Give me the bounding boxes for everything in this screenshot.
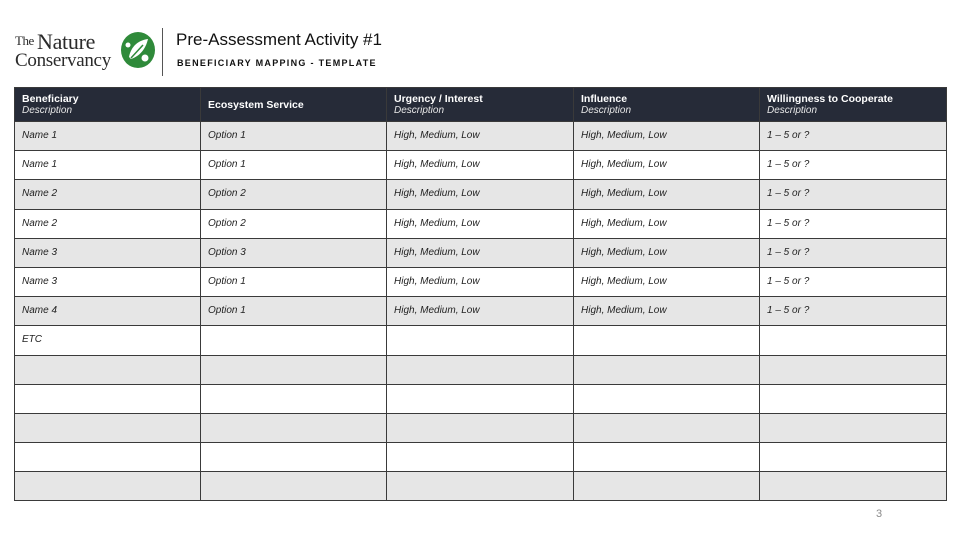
table-cell[interactable]: High, Medium, Low (574, 267, 760, 296)
table-cell[interactable]: 1 – 5 or ? (760, 180, 947, 209)
table-cell[interactable] (760, 326, 947, 355)
tnc-logo (14, 30, 160, 74)
table-cell[interactable] (15, 472, 201, 501)
table-cell[interactable]: Name 1 (15, 122, 201, 151)
table-row (15, 238, 947, 267)
col-header-label: Ecosystem Service (208, 98, 304, 111)
table-cell[interactable]: Name 2 (15, 209, 201, 238)
table-cell[interactable]: High, Medium, Low (387, 209, 574, 238)
col-header-sub: Description (22, 104, 73, 116)
table-cell[interactable]: 1 – 5 or ? (760, 267, 947, 296)
table-cell[interactable] (387, 326, 574, 355)
table-cell[interactable]: 1 – 5 or ? (760, 297, 947, 326)
table-cell[interactable] (201, 472, 387, 501)
table-header-row (15, 88, 947, 122)
table-cell[interactable]: High, Medium, Low (574, 209, 760, 238)
table-cell[interactable]: Name 3 (15, 238, 201, 267)
table-row (15, 443, 947, 472)
table-cell[interactable]: High, Medium, Low (574, 297, 760, 326)
table-row (15, 267, 947, 296)
table-cell[interactable] (201, 413, 387, 442)
table-cell[interactable] (760, 413, 947, 442)
col-header-sub: Description (581, 104, 632, 116)
table-row (15, 180, 947, 209)
table-cell[interactable]: Option 2 (201, 209, 387, 238)
table-cell[interactable] (574, 443, 760, 472)
table-cell[interactable]: ETC (15, 326, 201, 355)
table-cell[interactable] (387, 472, 574, 501)
col-header-urgency (387, 88, 574, 122)
table-row (15, 151, 947, 180)
table-cell[interactable] (760, 355, 947, 384)
table-cell[interactable]: High, Medium, Low (387, 151, 574, 180)
table-cell[interactable] (760, 472, 947, 501)
table-cell[interactable] (201, 355, 387, 384)
table-cell[interactable]: 1 – 5 or ? (760, 238, 947, 267)
table-cell[interactable]: High, Medium, Low (387, 267, 574, 296)
table-cell[interactable] (387, 384, 574, 413)
table-row (15, 209, 947, 238)
col-header-beneficiary (15, 88, 201, 122)
col-header-label: Willingness to Cooperate (767, 92, 893, 105)
table-cell[interactable] (15, 355, 201, 384)
table-cell[interactable]: High, Medium, Low (574, 180, 760, 209)
table-row (15, 413, 947, 442)
table-row (15, 297, 947, 326)
table-cell[interactable]: 1 – 5 or ? (760, 209, 947, 238)
col-header-influence (574, 88, 760, 122)
table-cell[interactable]: High, Medium, Low (574, 122, 760, 151)
leaf-icon (118, 30, 158, 70)
table-cell[interactable] (15, 384, 201, 413)
header-divider (162, 28, 163, 76)
logo-conservancy: Conservancy (15, 50, 111, 71)
table-cell[interactable]: 1 – 5 or ? (760, 122, 947, 151)
table-cell[interactable] (574, 384, 760, 413)
table-cell[interactable]: Option 1 (201, 297, 387, 326)
logo-the: The (15, 33, 34, 48)
table-cell[interactable] (760, 384, 947, 413)
table-cell[interactable]: Name 2 (15, 180, 201, 209)
logo-nature: Nature (37, 29, 96, 54)
table-cell[interactable] (201, 326, 387, 355)
page-title: Pre-Assessment Activity #1 (176, 30, 382, 49)
table-row (15, 355, 947, 384)
table-cell[interactable]: Name 3 (15, 267, 201, 296)
table-cell[interactable] (387, 413, 574, 442)
table-cell[interactable]: Name 4 (15, 297, 201, 326)
col-header-sub: Description (767, 104, 818, 116)
table-cell[interactable] (387, 443, 574, 472)
table-cell[interactable] (15, 443, 201, 472)
table-row (15, 472, 947, 501)
table-row (15, 326, 947, 355)
table-cell[interactable] (574, 355, 760, 384)
table-cell[interactable]: Option 1 (201, 122, 387, 151)
col-header-sub: Description (394, 104, 445, 116)
table-cell[interactable] (574, 413, 760, 442)
table-row (15, 122, 947, 151)
col-header-label: Beneficiary (22, 92, 79, 105)
col-header-label: Urgency / Interest (394, 92, 483, 105)
col-header-willingness (760, 88, 947, 122)
table-cell[interactable]: High, Medium, Low (574, 151, 760, 180)
table-cell[interactable] (201, 443, 387, 472)
table-cell[interactable]: Name 1 (15, 151, 201, 180)
table-cell[interactable]: Option 1 (201, 267, 387, 296)
table-cell[interactable] (760, 443, 947, 472)
beneficiary-table (14, 87, 947, 501)
table-cell[interactable] (201, 384, 387, 413)
table-cell[interactable]: Option 1 (201, 151, 387, 180)
table-cell[interactable]: High, Medium, Low (574, 238, 760, 267)
col-header-ecosystem-service (201, 88, 387, 122)
table-cell[interactable]: High, Medium, Low (387, 238, 574, 267)
table-cell[interactable]: High, Medium, Low (387, 180, 574, 209)
table-cell[interactable]: High, Medium, Low (387, 297, 574, 326)
table-cell[interactable]: 1 – 5 or ? (760, 151, 947, 180)
col-header-label: Influence (581, 92, 628, 105)
table-cell[interactable]: Option 2 (201, 180, 387, 209)
table-cell[interactable] (574, 472, 760, 501)
table-cell[interactable]: Option 3 (201, 238, 387, 267)
table-cell[interactable] (574, 326, 760, 355)
table-row (15, 384, 947, 413)
table-cell[interactable] (15, 413, 201, 442)
page-subtitle: BENEFICIARY MAPPING - TEMPLATE (177, 58, 377, 68)
table-cell[interactable] (387, 355, 574, 384)
table-cell[interactable]: High, Medium, Low (387, 122, 574, 151)
page-number: 3 (876, 508, 883, 520)
